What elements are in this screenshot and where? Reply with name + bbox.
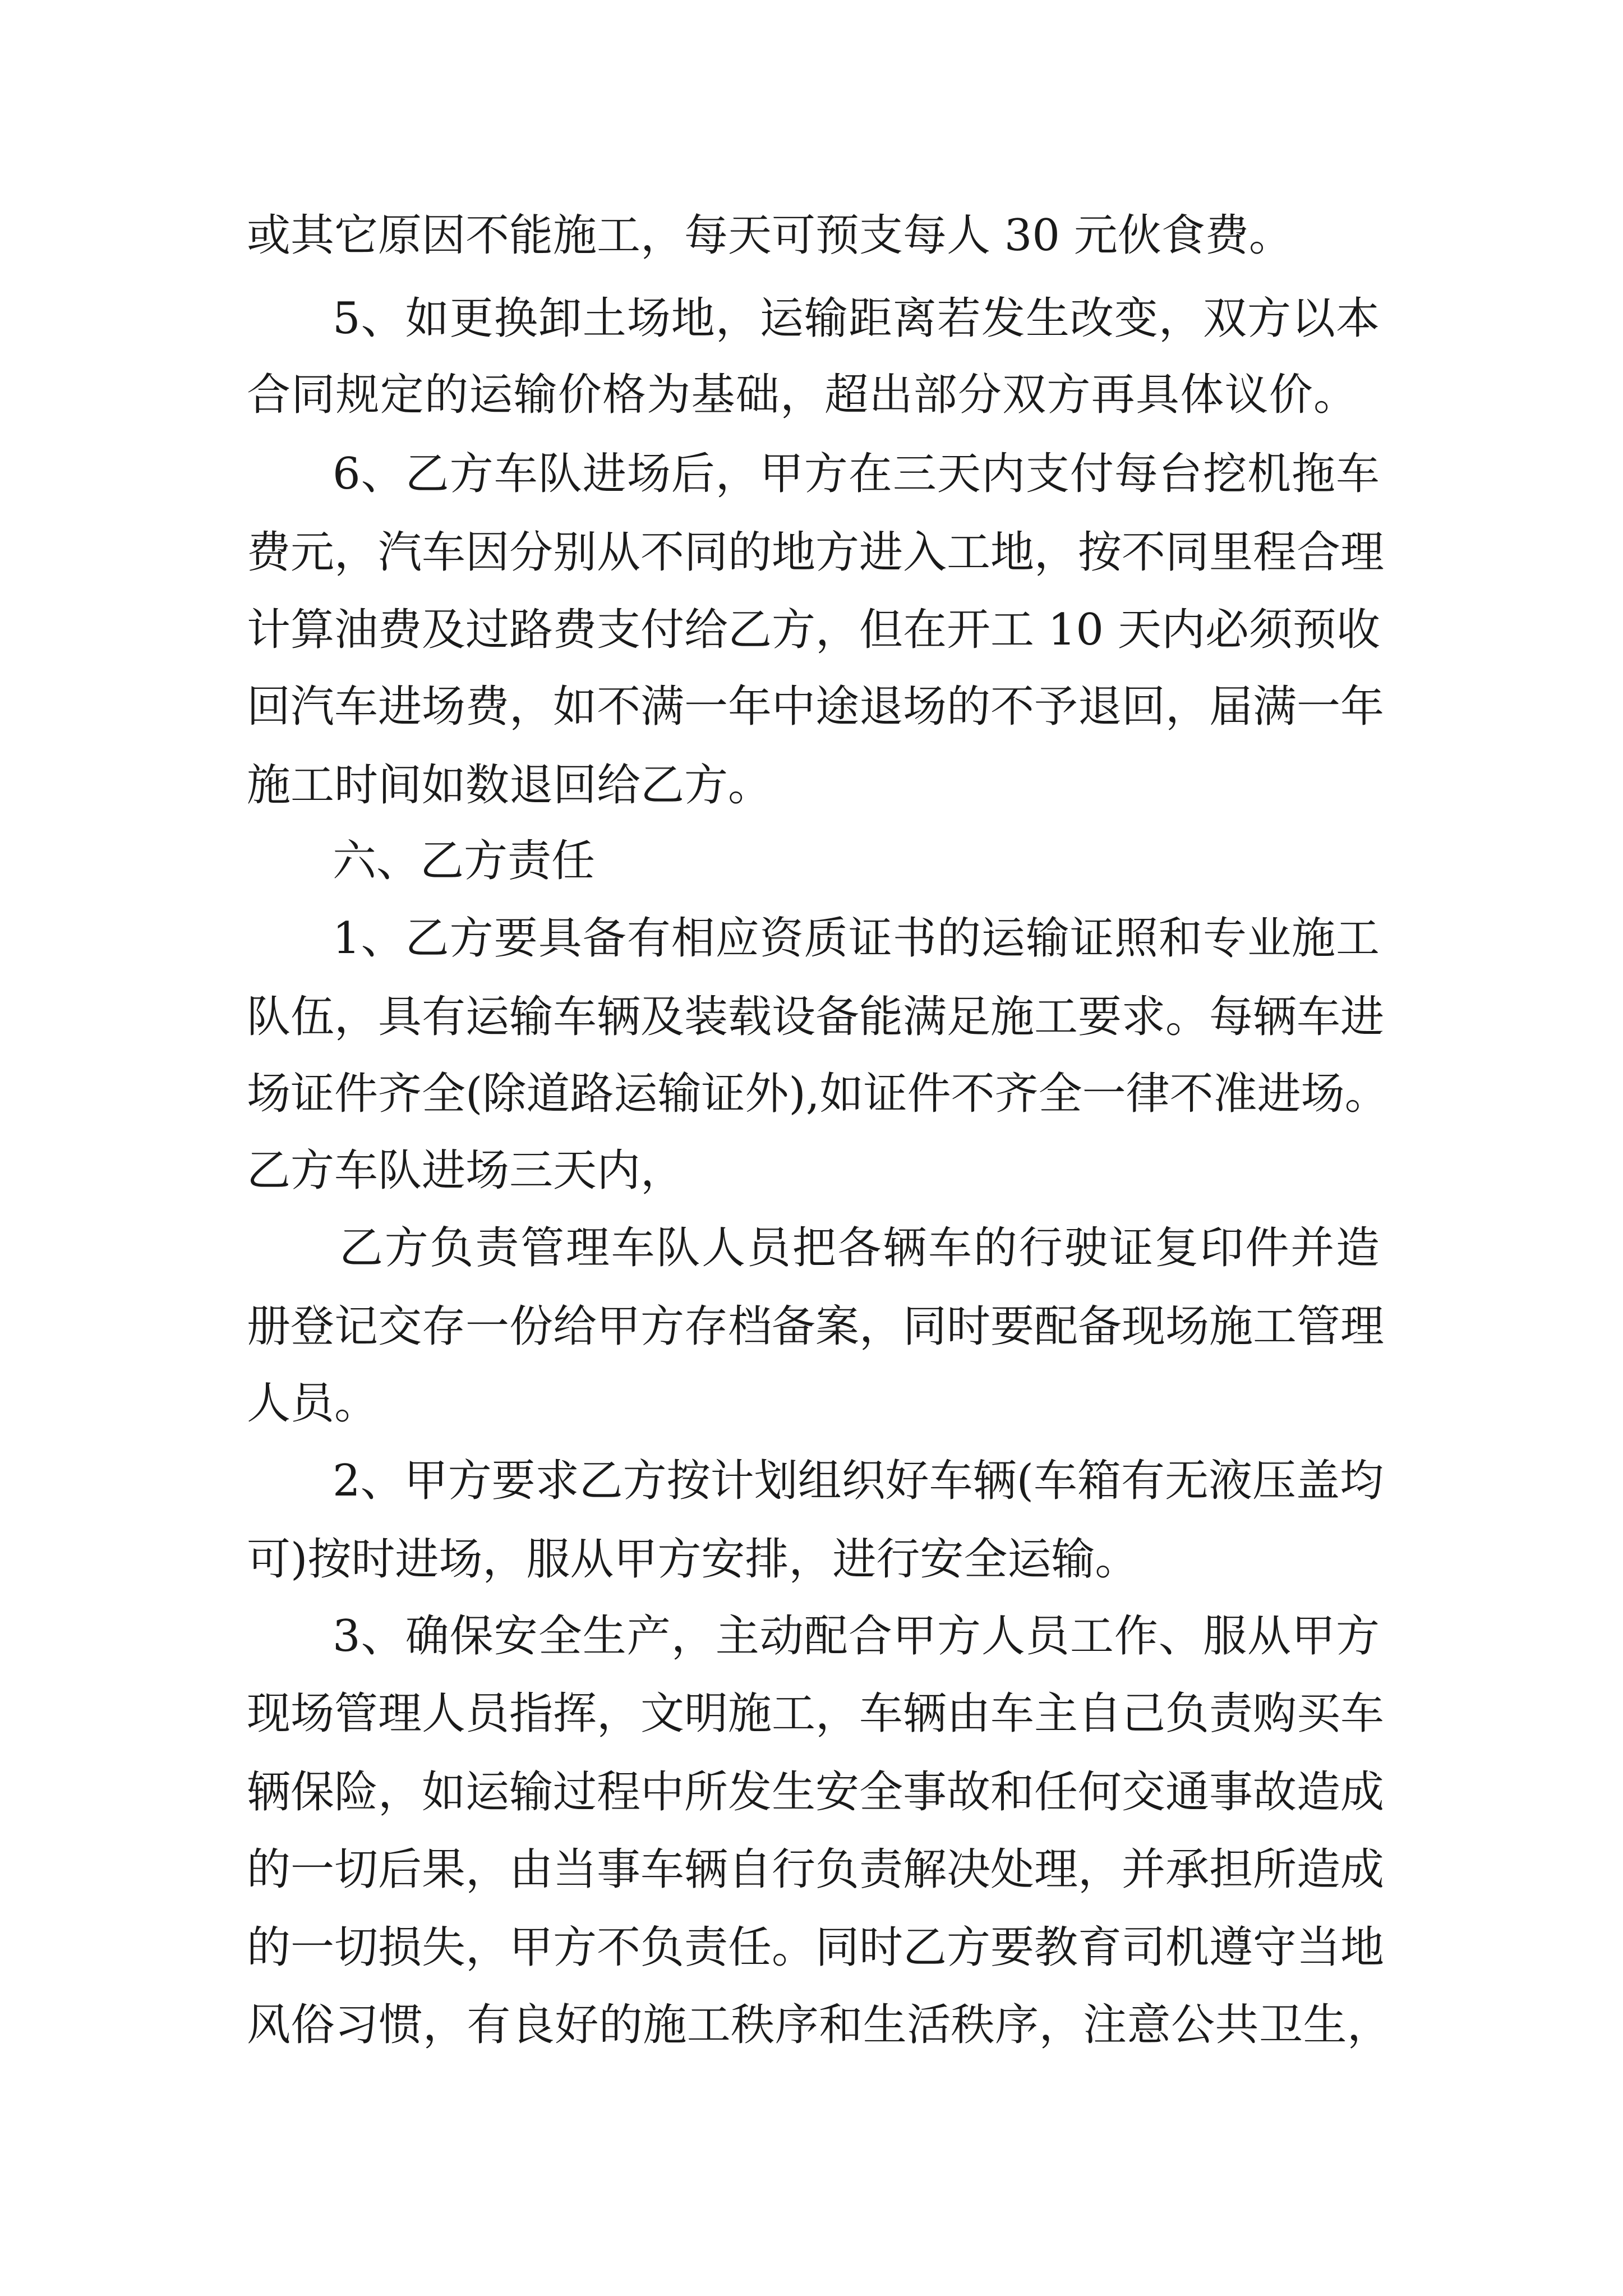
section-heading: 六、乙方责任 [333,836,596,886]
text-line-24: 风俗习惯，有良好的施工秩序和生活秩序，注意公共卫生， [247,2000,1391,2050]
text-line-1: 或其它原因不能施工，每天可预支每人 30 元伙食费。 [247,210,1293,261]
text-line-16: 人员。 [247,1378,379,1429]
text-line-3: 合同规定的运输价格为基础，超出部分双方再具体议价。 [247,370,1357,420]
text-line-23: 的一切损失，甲方不负责任。同时乙方要教育司机遵守当地 [247,1922,1385,1973]
text-line-14: 乙方负责管理车队人员把各辆车的行驶证复印件并造 [339,1223,1380,1273]
text-line-22: 的一切后果，由当事车辆自行负责解决处理，并承担所造成 [247,1844,1385,1895]
text-line-7: 回汽车进场费，如不满一年中途退场的不予退回，届满一年 [247,682,1385,732]
text-line-13: 乙方车队进场三天内， [247,1145,685,1196]
text-line-8: 施工时间如数退回给乙方。 [247,760,772,811]
text-line-2: 5、如更换卸土场地，运输距离若发生改变，双方以本 [333,293,1380,344]
text-line-10: 1、乙方要具备有相应资质证书的运输证照和专业施工 [333,913,1380,964]
text-line-21: 辆保险，如运输过程中所发生安全事故和任何交通事故造成 [247,1767,1385,1818]
text-line-6: 计算油费及过路费支付给乙方，但在开工 10 天内必须预收 [247,605,1380,655]
text-line-11: 队伍，具有运输车辆及装载设备能满足施工要求。每辆车进 [247,992,1385,1042]
text-line-4: 6、乙方车队进场后，甲方在三天内支付每台挖机拖车 [333,449,1380,499]
text-line-15: 册登记交存一份给甲方存档备案，同时要配备现场施工管理 [247,1301,1385,1352]
text-line-12: 场证件齐全(除道路运输证外),如证件不齐全一律不准进场。 [247,1069,1389,1119]
text-line-17: 2、甲方要求乙方按计划组织好车辆(车箱有无液压盖均 [333,1456,1384,1506]
text-line-5: 费元，汽车因分别从不同的地方进入工地，按不同里程合理 [247,527,1385,578]
text-line-19: 3、确保安全生产，主动配合甲方人员工作、服从甲方 [333,1611,1380,1662]
text-line-20: 现场管理人员指挥，文明施工，车辆由车主自己负责购买车 [247,1688,1385,1739]
text-line-18: 可)按时进场，服从甲方安排，进行安全运输。 [247,1534,1139,1585]
